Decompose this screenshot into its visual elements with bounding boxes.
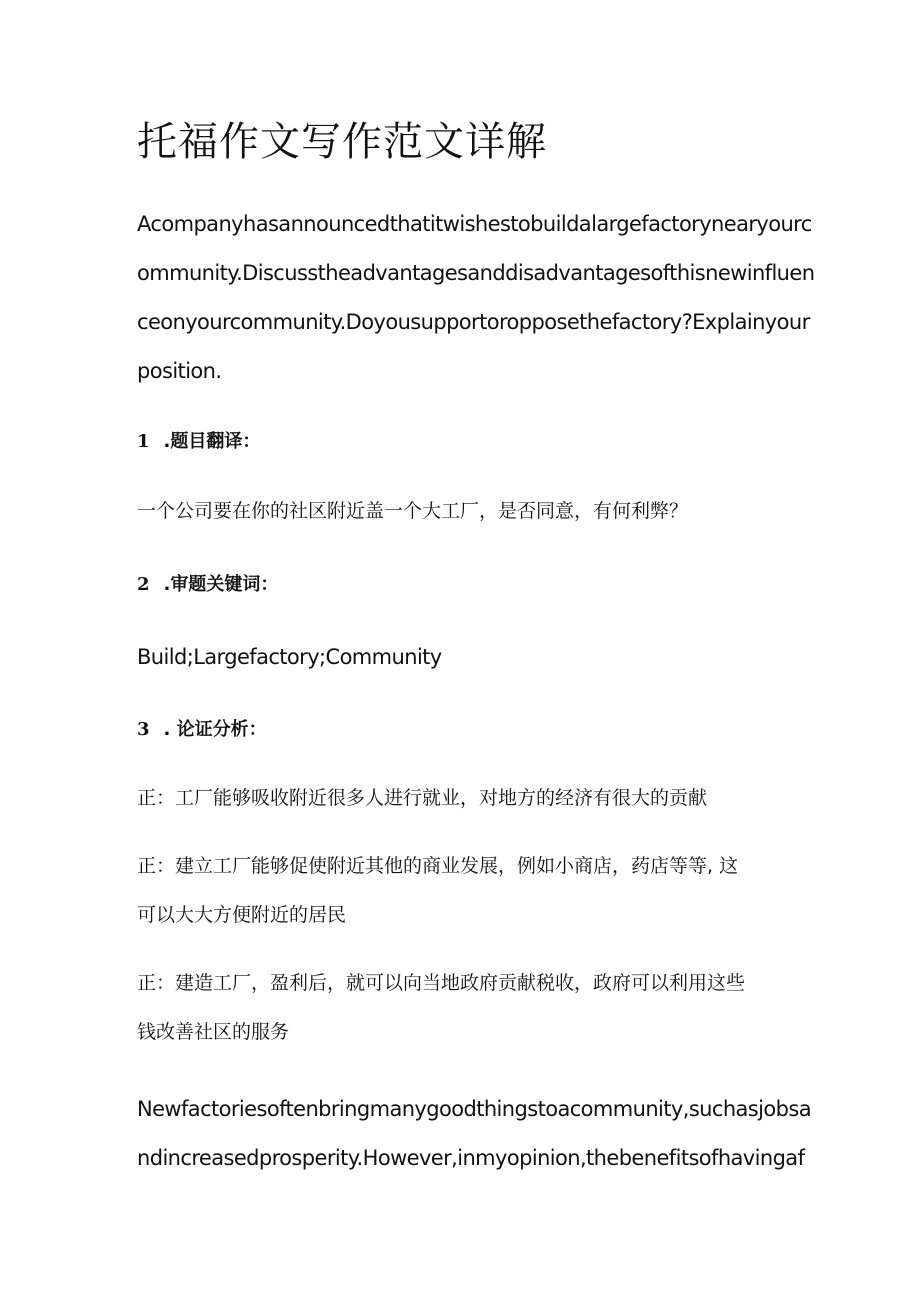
prompt-line-3: ceonyourcommunity.Doyousupportoropposethefactory?Explainyour [137, 310, 810, 334]
analysis-line-5: 钱改善社区的服务 [137, 1021, 290, 1043]
translation-text: 一个公司要在你的社区附近盖一个大工厂，是否同意，有何利弊？ [137, 500, 689, 522]
keywords-text: Build;Largefactory;Community [137, 645, 442, 669]
analysis-line-4: 正：建造工厂，盈利后，就可以向当地政府贡献税收，政府可以利用这些 [137, 972, 746, 994]
section-heading-keywords [137, 571, 278, 599]
analysis-line-1: 正：工厂能够吸收附近很多人进行就业，对地方的经济有很大的贡献 [137, 787, 708, 809]
essay-line-2: ndincreasedprosperity.However,inmyopinion,thebenefitsofhavingaf [137, 1146, 805, 1170]
section-label: . 论证分析： [163, 719, 267, 740]
prompt-line-4: position. [137, 359, 222, 383]
section-label: .审题关键词： [163, 574, 279, 595]
prompt-line-1: Acompanyhasannouncedthatitwishestobuildalargefactorynearyourc [137, 212, 812, 236]
section-label: .题目翻译： [163, 431, 261, 452]
section-number: 1 [137, 431, 150, 452]
analysis-line-2: 正：建立工厂能够促使附近其他的商业发展，例如小商店，药店等等, 这 [137, 855, 739, 877]
document-title: 托福作文写作范文详解 [137, 119, 547, 165]
section-number: 2 [137, 574, 150, 595]
analysis-line-3: 可以大大方便附近的居民 [137, 904, 347, 926]
section-heading-analysis [137, 716, 267, 744]
section-heading-translation [137, 428, 260, 456]
essay-line-1: Newfactoriesoftenbringmanygoodthingstoacommunity,suchasjobsa [137, 1097, 811, 1121]
prompt-line-2: ommunity.Discusstheadvantagesanddisadvantagesofthisnewinfluen [137, 261, 815, 285]
section-number: 3 [137, 719, 150, 740]
